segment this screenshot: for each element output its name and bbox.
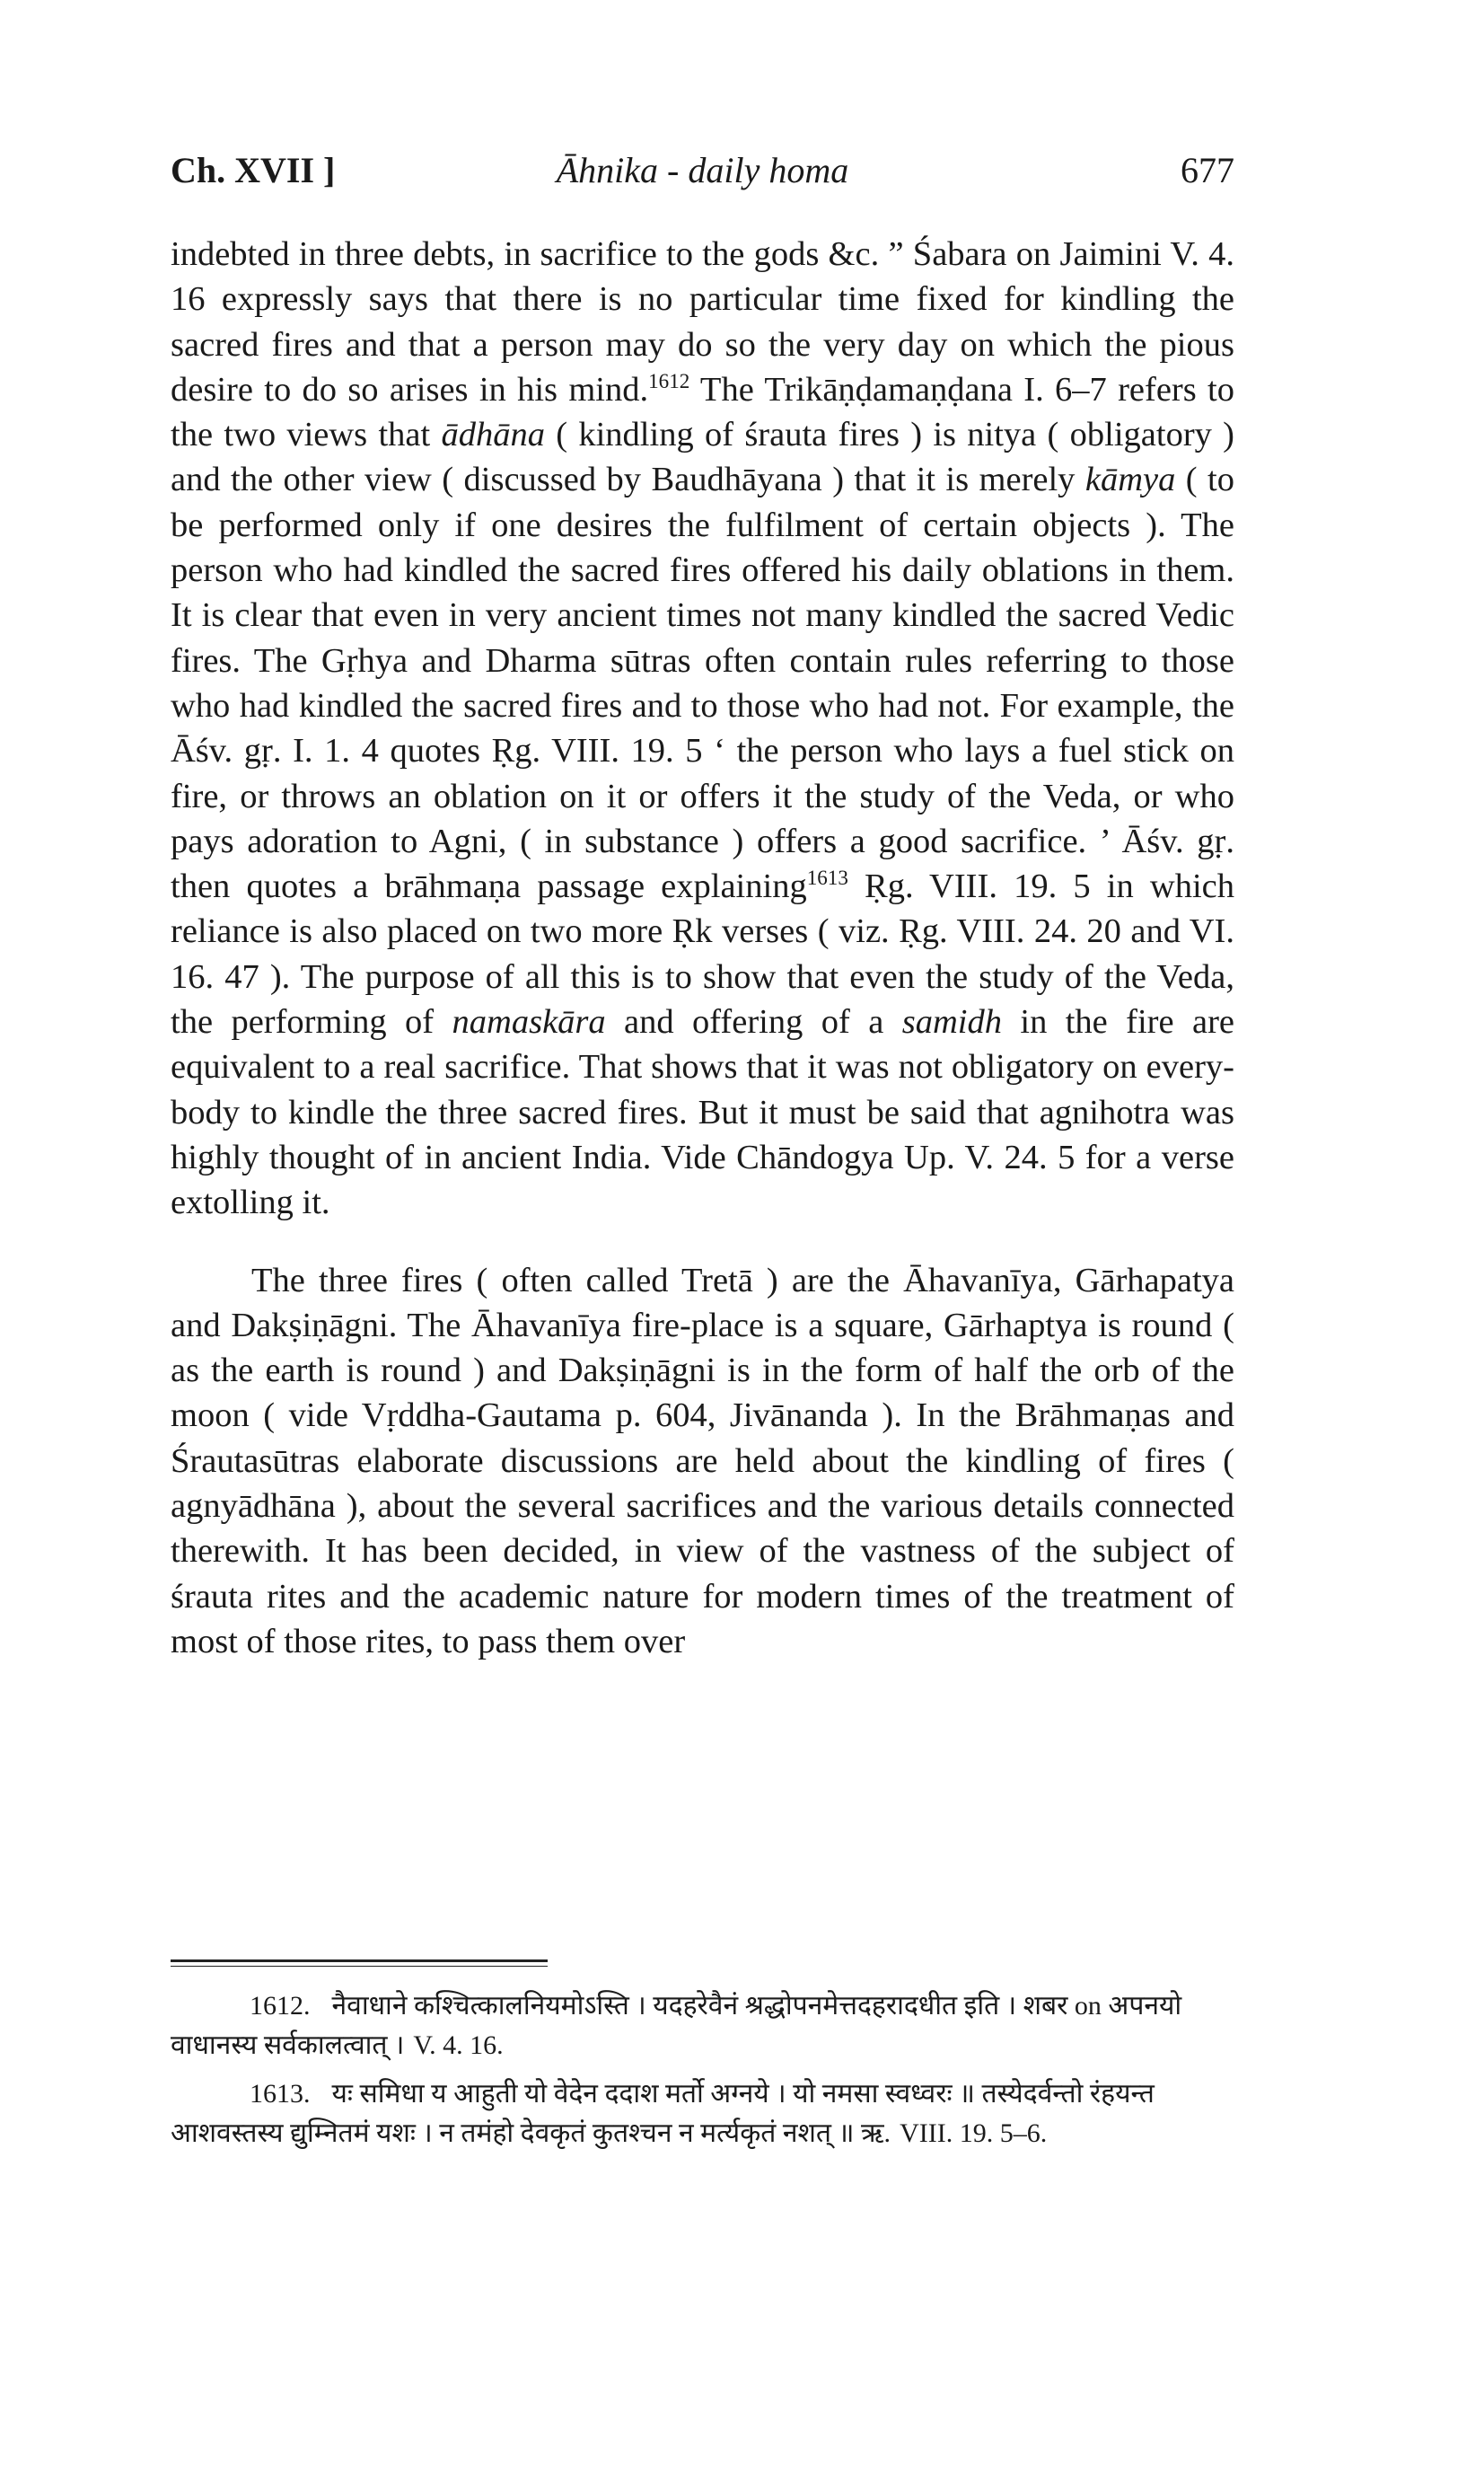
term-kamya: kāmya xyxy=(1084,461,1176,499)
paragraph-2: The three fires ( often called Tretā ) are the Āhavanīya, Gārhapatya and Dakṣiṇāgni. The Āhavanīya fire-place is a square, Gārhaptya is round ( as the earth is round ) and Dakṣiṇāgni is in the form of half the orb of the moon ( vide Vṛddha-Gautama p. 604, Jivānanda ). In the Brāhmaṇas and Śrautasūtras elaborate discussions are held about the kindling of fires ( agnyādhāna ), about the several sacrifices and the various details connected therewith. It has been decided, in view of the vastness of the subject of śrauta rites and the academic nature for modern times of the treatment of most of those rites, to pass them over xyxy=(171,1261,1234,1660)
paragraph-1-text-g: in the fire are equivalent to a real sacrifice. That shows that it was not obligatory on every-body to kindle the three sacred fires. But it must be said that agnihotra was highly thought of in ancient India. Vide Chāndogya Up. V. 24. 5 for a verse extolling it. xyxy=(171,1003,1234,1222)
running-header xyxy=(171,149,1234,203)
footnote-reference: V. 4. 16. xyxy=(413,2030,504,2060)
paragraph-1-text-c: ( kindling of śrauta fires ) is nitya ( obligatory ) and the other view ( discussed by Baudhāyana ) that it is merely xyxy=(171,416,1234,499)
footnotes xyxy=(171,1986,1234,2162)
page-number: 677 xyxy=(1181,150,1234,190)
footnote-number: 1613. xyxy=(250,2079,311,2109)
footnote-1613 xyxy=(171,2074,1234,2153)
footnote-ref-1612: 1612 xyxy=(648,369,690,393)
footnote-ref-1613: 1613 xyxy=(806,866,848,890)
footnote-text: यः समिधा य आहुती यो वेदेन ददाश मर्तो अग्नये । यो नमसा स्वध्वरः ॥ तस्येदर्वन्तो रंहयन्त आशवस्तस्य द्युम्नितमं यशः । न तमंहो देवकृतं कुतश्चन न मर्त्यकृतं नशत् ॥ ऋ. xyxy=(171,2079,1155,2148)
term-namaskara: namaskāra xyxy=(452,1003,606,1042)
chapter-label: Ch. XVII ] xyxy=(171,150,336,190)
paragraph-1-text-e: Ṛg. VIII. 19. 5 in which reliance is also placed on two more Ṛk verses ( viz. Ṛg. VIII. 24. 20 and VI. 16. 47 ). The purpose of all this is to show that even the study of the Veda, the performing of xyxy=(171,867,1234,1042)
footnote-reference: VIII. 19. 5–6. xyxy=(900,2118,1048,2148)
term-samidh: samidh xyxy=(901,1003,1002,1042)
term-adhana: ādhāna xyxy=(441,416,545,454)
footnote-text: नैवाधाने कश्चित्कालनियमोऽस्ति । यदहरेवैनं श्रद्धोपनमेत्तदहरादधीत इति । शबर on अपनयो वाधानस्य सर्वकालत्वात् । xyxy=(171,1991,1182,2060)
footnote-1612 xyxy=(171,1986,1234,2065)
paragraph-1-text-f: and offering of a xyxy=(605,1003,902,1042)
running-title: Āhnika - daily homa xyxy=(556,150,849,190)
paragraph-1-text-d: ( to be performed only if one desires the fulfilment of certain objects ). The person who had kindled the sacred fires offered his daily oblations in them. It is clear that even in very ancient times not many kindled the sacred Vedic fires. The Gṛhya and Dharma sūtras often contain rules referring to those who had kindled the sacred fires and to those who had not. For example, the Āśv. gṛ. I. 1. 4 quotes Ṛg. VIII. 19. 5 ‘ the person who lays a fuel stick on fire, or throws an oblation on it or offers it the study of the Veda, or who pays adoration to Agni, ( in substance ) offers a good sacrifice. ’ Āśv. gṛ. then quotes a brāhmaṇa passage explaining xyxy=(171,461,1234,906)
footnote-number: 1612. xyxy=(250,1991,311,2021)
paragraph-1-text-a: indebted in three debts, in sacrifice to the gods &c. ” Śabara on Jaimini V. 4. 16 expressly says that there is no particular time fixed for kindling the sacred fires and that a person may do so the very day on which the pious desire to do so arises in his mind. xyxy=(171,235,1234,409)
footnote-rule xyxy=(171,1959,548,1967)
paragraph-1-text-b: The Trikāṇḍamaṇḍana I. 6–7 refers to the two views that xyxy=(171,370,1234,454)
paragraph-1 xyxy=(171,232,1234,1226)
main-text xyxy=(171,232,1234,1664)
